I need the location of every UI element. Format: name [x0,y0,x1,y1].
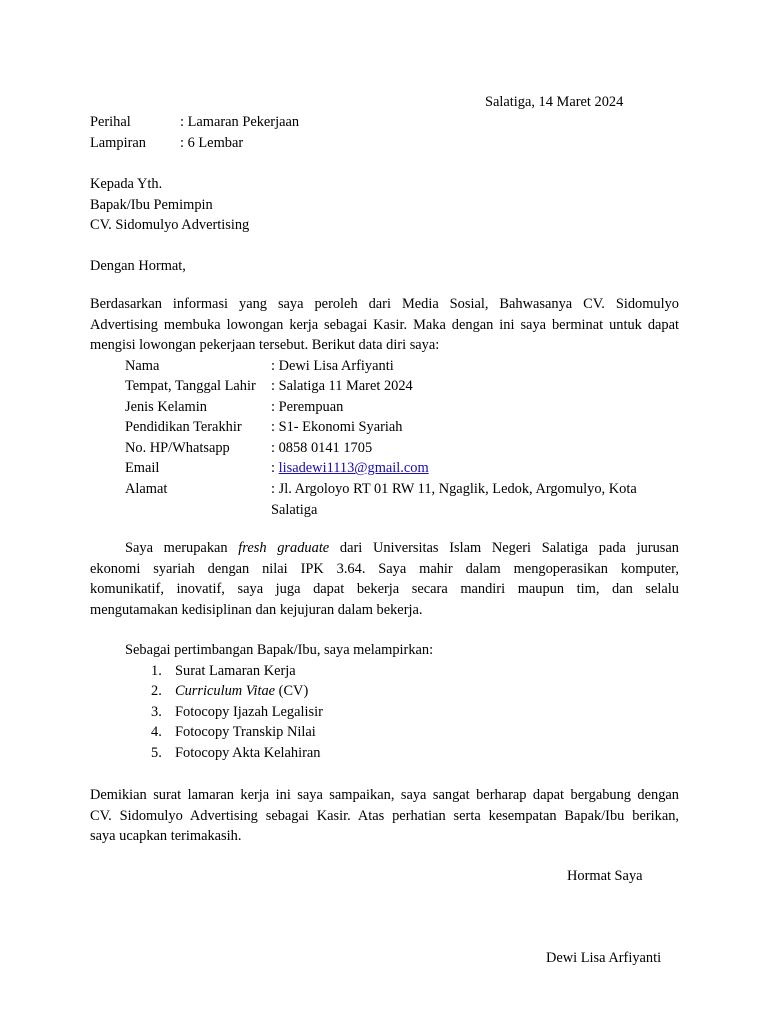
list-text-italic: Curriculum Vitae [175,683,276,699]
intro-line: Advertising membuka lowongan kerja sebagai Kasir. Maka dengan ini saya berminat untuk dapat [90,316,679,333]
list-number: 5. [151,745,162,761]
recipient-title: Bapak/Ibu Pemimpin [90,197,213,213]
field-value: : S1- Ekonomi Syariah [271,419,403,435]
skills-text: dari Universitas Islam Negeri Salatiga pada jurusan [329,540,679,556]
list-item [151,681,308,702]
attachments-intro: Sebagai pertimbangan Bapak/Ibu, saya melampirkan: [125,642,434,658]
intro-paragraph [90,294,679,356]
field-value: : Dewi Lisa Arfiyanti [271,358,394,374]
closing-salutation: Hormat Saya [567,868,643,884]
list-text: (CV) [275,683,309,699]
skills-line [90,538,679,559]
closing-line: saya ucapkan terimakasih. [90,828,242,844]
list-text: Surat Lamaran Kerja [175,663,296,679]
recipient-company: CV. Sidomulyo Advertising [90,217,250,233]
closing-paragraph [90,785,679,847]
field-value [271,458,681,479]
field-value: : 0858 0141 1705 [271,440,373,456]
list-text: Fotocopy Transkip Nilai [175,724,316,740]
field-label: Email [125,460,160,476]
greeting: Dengan Hormat, [90,258,186,274]
field-label: Tempat, Tanggal Lahir [125,378,256,394]
letter-date: Salatiga, 14 Maret 2024 [485,94,624,110]
list-number: 3. [151,704,162,720]
signer-name: Dewi Lisa Arfiyanti [546,950,662,966]
skills-line: ekonomi syariah dengan nilai IPK 3.64. Saya mahir dalam mengoperasikan komputer, [90,560,679,577]
list-number: 2. [151,683,162,699]
attachment-count-row [90,133,490,154]
closing-line: CV. Sidomulyo Advertising sebagai Kasir. Atas perhatian serta kesempatan Bapak/Ibu berikan, [90,807,679,824]
attachment-count-label: Lampiran [90,135,146,151]
skills-line: mengutamakan kedisiplinan dan kejujuran dalam bekerja. [90,601,423,618]
list-number: 4. [151,724,162,740]
list-text: Fotocopy Ijazah Legalisir [175,704,323,720]
field-value: : Salatiga 11 Maret 2024 [271,378,413,394]
field-label: Jenis Kelamin [125,399,207,415]
attachment-count-value: : 6 Lembar [180,135,244,151]
address-line: : Jl. Argoloyo RT 01 RW 11, Ngaglik, Ledok, Argomulyo, Kota [271,481,637,497]
skills-italic: fresh graduate [238,540,330,556]
list-item [151,722,316,743]
field-label: Alamat [125,481,168,497]
list-item [151,661,296,682]
recipient-salutation: Kepada Yth. [90,176,163,192]
closing-line: Demikian surat lamaran kerja ini saya sampaikan, saya sangat berharap dapat bergabung dengan [90,787,679,803]
field-label: Pendidikan Terakhir [125,419,242,435]
intro-line: Berdasarkan informasi yang saya peroleh dari Media Sosial, Bahwasanya CV. Sidomulyo [90,296,679,312]
email-link[interactable]: lisadewi1113@gmail.com [278,460,429,476]
list-item [151,702,323,723]
field-value: : Perempuan [271,399,344,415]
skills-text: Saya merupakan [125,540,239,556]
field-label: Nama [125,358,160,374]
subject-row [90,112,490,133]
intro-line: mengisi lowongan pekerjaan tersebut. Berikut data diri saya: [90,337,440,353]
field-label: No. HP/Whatsapp [125,440,230,456]
list-text: Fotocopy Akta Kelahiran [175,745,321,761]
email-prefix: : [271,460,279,476]
address-line: Salatiga [271,501,318,518]
list-number: 1. [151,663,162,679]
subject-label: Perihal [90,114,131,130]
field-value [271,479,681,520]
list-item [151,743,320,764]
skills-paragraph [90,538,679,620]
skills-line: komunikatif, inovatif, saya juga dapat bekerja secara mandiri maupun tim, dan selalu [90,581,679,597]
subject-value: : Lamaran Pekerjaan [180,114,300,130]
